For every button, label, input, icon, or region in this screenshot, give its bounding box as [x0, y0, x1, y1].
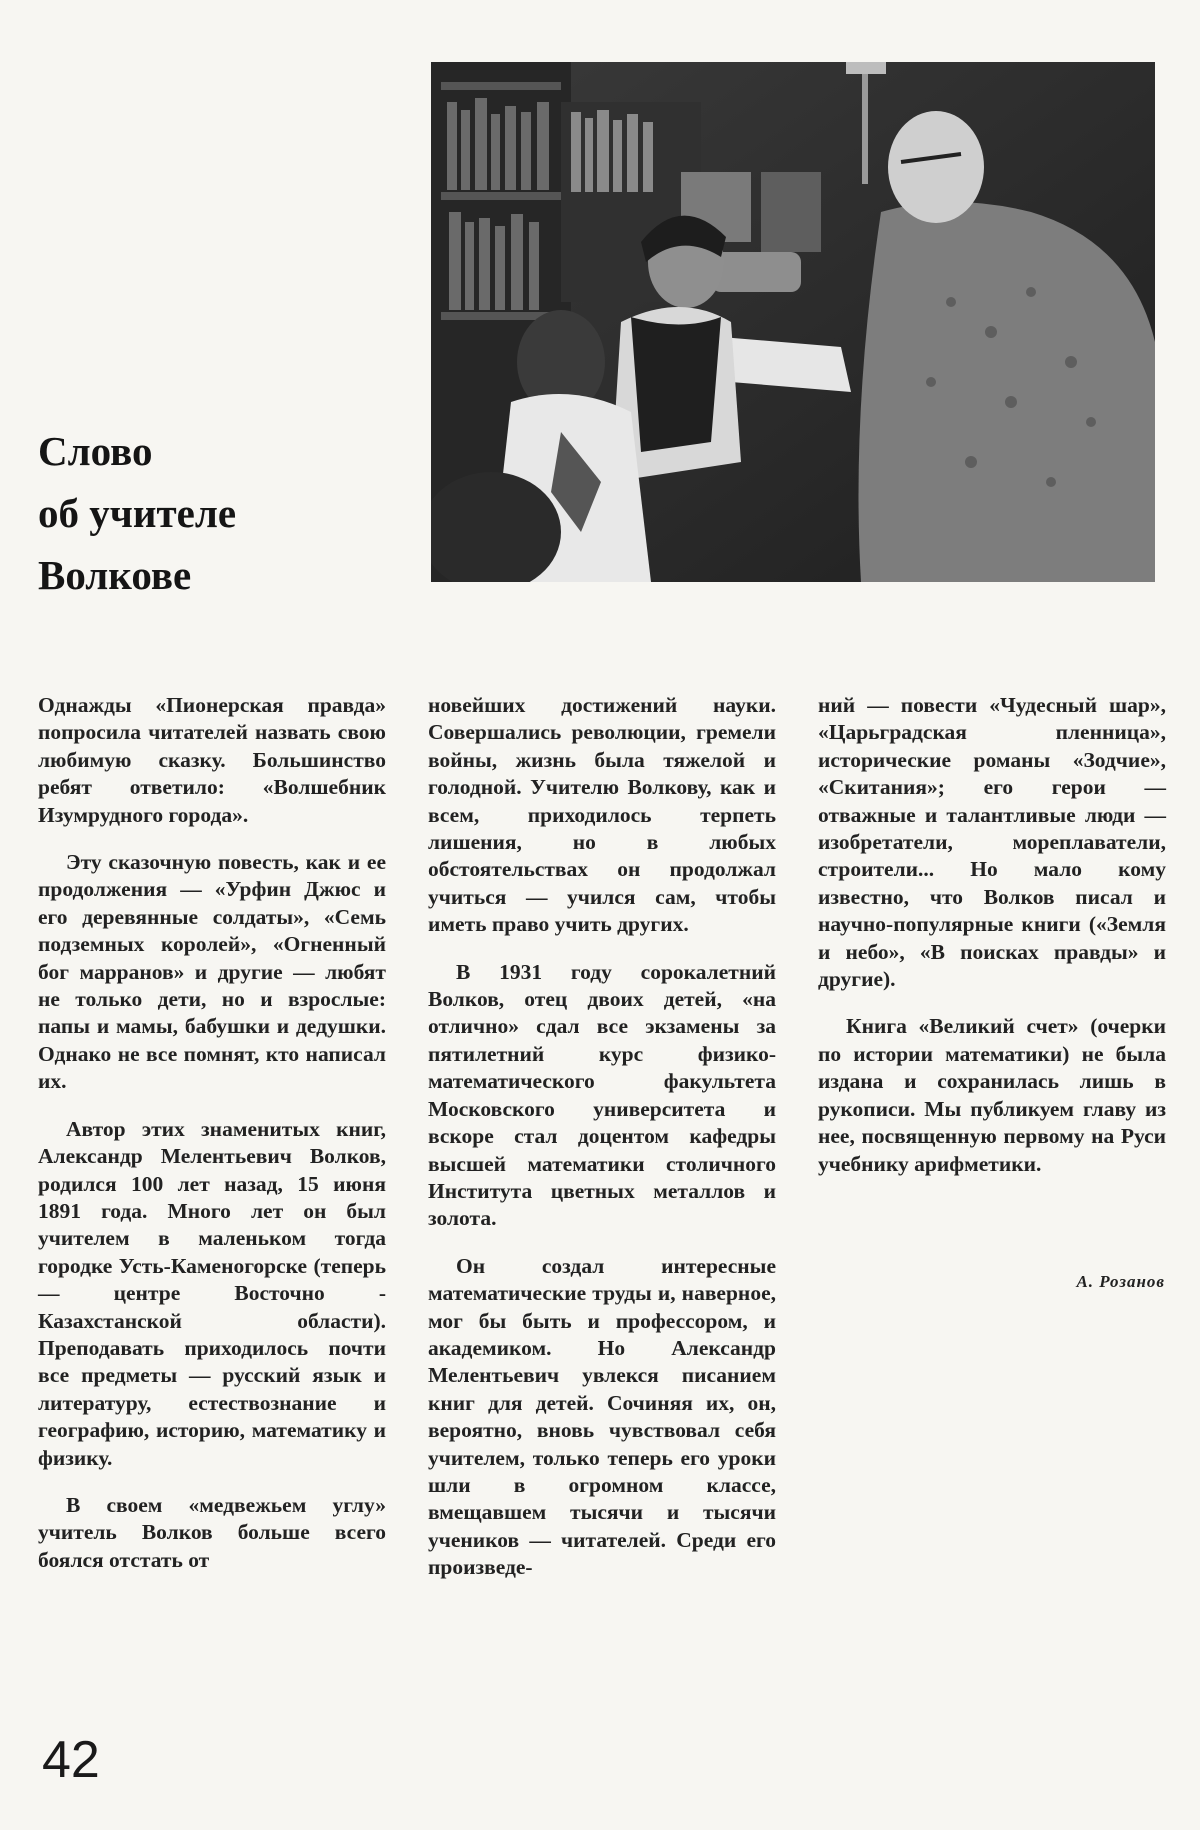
paragraph: Эту сказочную повесть, как и ее продолжения — «Урфин Джюс и его деревянные солдаты», «Семь подземных королей», «Огненный бог марранов» и другие — любят не только дети, но и взрослые: папы и мамы, бабушки и дедушки. Однако не все помнят, кто написал их. [38, 850, 386, 1094]
author-signature: А. Розанов [1076, 1272, 1165, 1291]
page-number: 42 [42, 1731, 100, 1789]
paragraph: ний — повести «Чудесный шар», «Царьградская пленница», исторические романы «Зодчие», «Скитания»; его герои — отважные и талантливые люди — изобретатели, мореплаватели, строители... Но мало кому известно, что Волков писал и научно-популярные книги («Земля и небо», «В поисках правды» и другие). [818, 693, 1166, 992]
paragraph: Книга «Великий счет» (очерки по истории математики) не была издана и сохранилась лишь в рукописи. Мы публикуем главу из нее, посвященную первому на Руси учебнику арифметики. [818, 1014, 1166, 1176]
title-line-2: об учителе [38, 490, 237, 536]
text-column-2 [428, 692, 776, 1602]
paragraph: Однажды «Пионерская правда» попросила читателей назвать свою любимую сказку. Большинство ребят ответило: «Волшебник Изумрудного города». [38, 693, 386, 827]
title-line-3: Волкове [38, 552, 192, 598]
paragraph: Он создал интересные математические труды и, наверное, мог бы быть и профессором, и академиком. Но Александр Мелентьевич увлекся писанием книг для детей. Сочиняя их, он, вероятно, вновь чувствовал себя учителем, только теперь его уроки шли в огромном классе, вмещавшем тысячи и тысячи учеников — читателей. Среди его произведе- [428, 1253, 776, 1580]
title-line-1: Слово [38, 428, 153, 474]
text-column-1 [38, 692, 386, 1594]
article-photo [431, 62, 1155, 582]
paragraph: Автор этих знаменитых книг, Александр Мелентьевич Волков, родился 100 лет назад, 15 июня 1891 года. Много лет он был учителем в маленьком тогда городке Усть-Каменогорске (теперь — центре Восточно - Казахстанской области). Преподавать приходилось почти все предметы — русский язык и литературу, естествознание и географию, историю, математику и физику. [38, 1116, 386, 1470]
article-title [38, 420, 398, 606]
paragraph: новейших достижений науки. Совершались революции, гремели войны, жизнь была тяжелой и голодной. Учителю Волкову, как и всем, приходилось терпеть лишения, но в любых обстоятельствах он продолжал учиться — учился сам, чтобы иметь право учить других. [428, 693, 776, 937]
text-column-3 [818, 692, 1166, 1198]
paragraph: В своем «медвежьем углу» учитель Волков больше всего боялся отстать от [38, 1492, 386, 1572]
photo-illustration [431, 62, 1155, 582]
paragraph: В 1931 году сорокалетний Волков, отец двоих детей, «на отлично» сдал все экзамены за пятилетний курс физико-математического факультета Московского университета и вскоре стал доцентом кафедры высшей математики столичного Института цветных металлов и золота. [428, 959, 776, 1231]
